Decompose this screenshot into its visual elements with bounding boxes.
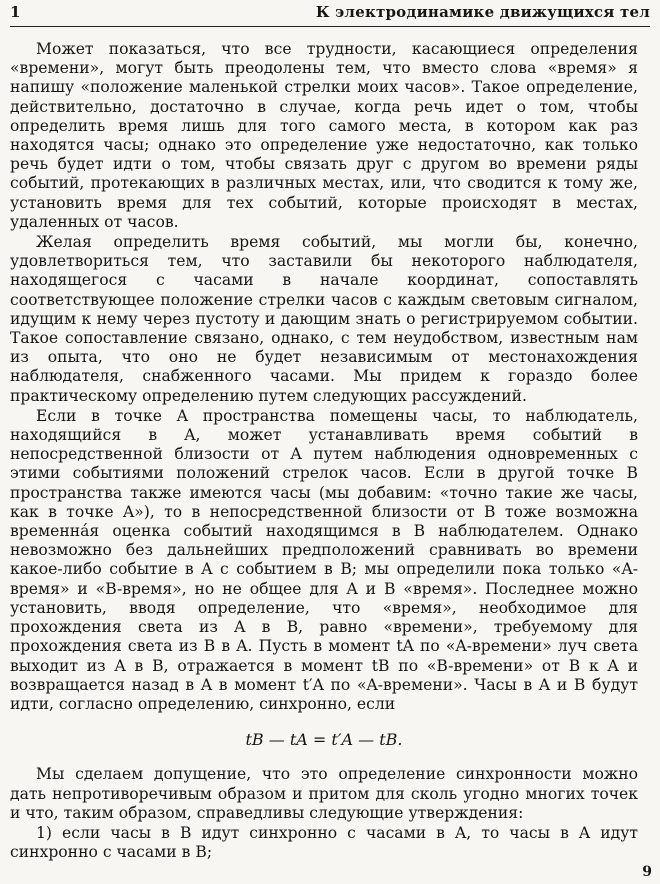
page-number: 1 [10, 3, 21, 21]
page-header [10, 0, 650, 27]
page-corner-mark: 9 [642, 864, 652, 880]
sync-formula: tB — tA = t′A — tB. [245, 730, 403, 750]
running-title: К электродинамике движущихся тел [315, 3, 650, 21]
paragraph-4: Мы сделаем допущение, что это определение синхронности можно дать непротиворечивым образом и притом для сколь угодно многих точек и что, таким образом, справедливы следующие утверждения: [10, 765, 638, 822]
paragraph-5: 1) если часы в B идут синхронно с часами в A, то часы в A идут синхронно с часами в B; [10, 823, 638, 862]
paragraph-2: Желая определить время событий, мы могли бы, конечно, удовлетвориться тем, что заставили бы некоторого наблюдателя, находящегося с часами в начале координат, сопоставлять соответствующее положение стрелки часов с каждым световым сигналом, идущим к нему через пустоту и дающим знать о регистрируемом событии. Такое сопоставление связано, однако, с тем неудобством, известным нам из опыта, что оно не будет независимым от местонахождения наблюдателя, снабженного часами. Мы придем к гораздо более практическому определению путем следующих рассуждений. [10, 233, 638, 405]
page-body [10, 40, 638, 862]
paragraph-1: Может показаться, что все трудности, касающиеся определения «времени», могут быть преодолены тем, что вместо слова «время» я напишу «положение маленькой стрелки моих часов». Такое определение, действительно, достаточно в случае, когда речь идет о том, чтобы определить время лишь для того самого места, в котором как раз находятся часы; однако это определение уже недостаточно, как только речь будет идти о том, чтобы связать друг с другом во времени ряды событий, протекающих в различных местах, или, что сводится к тому же, установить время для тех событий, которые происходят в местах, удаленных от часов. [10, 40, 638, 231]
paragraph-3: Если в точке A пространства помещены часы, то наблюдатель, находящийся в A, может устанавливать время событий в непосредственной близости от A путем наблюдения одновременных с этими событиями положений стрелок часов. Если в другой точке B пространства также имеются часы (мы добавим: «точно такие же часы, как в точке A»), то в непосредственной близости от B тоже возможна временна́я оценка событий находящимся в B наблюдателем. Однако невозможно без дальнейших предположений сравнивать во времени какое-либо событие в A с событием в B; мы определили пока только «A-время» и «B-время», но не общее для A и B «время». Последнее можно установить, вводя определение, что «время», необходимое для прохождения света из A в B, равно «времени», требуемому для прохождения света из B в A. Пусть в момент tA по «A-времени» луч света выходит из A в B, отражается в момент tB по «B-времени» от B к A и возвращается назад в A в момент t′A по «A-времени». Часы в A и B будут идти, согласно определению, синхронно, если [10, 406, 638, 713]
